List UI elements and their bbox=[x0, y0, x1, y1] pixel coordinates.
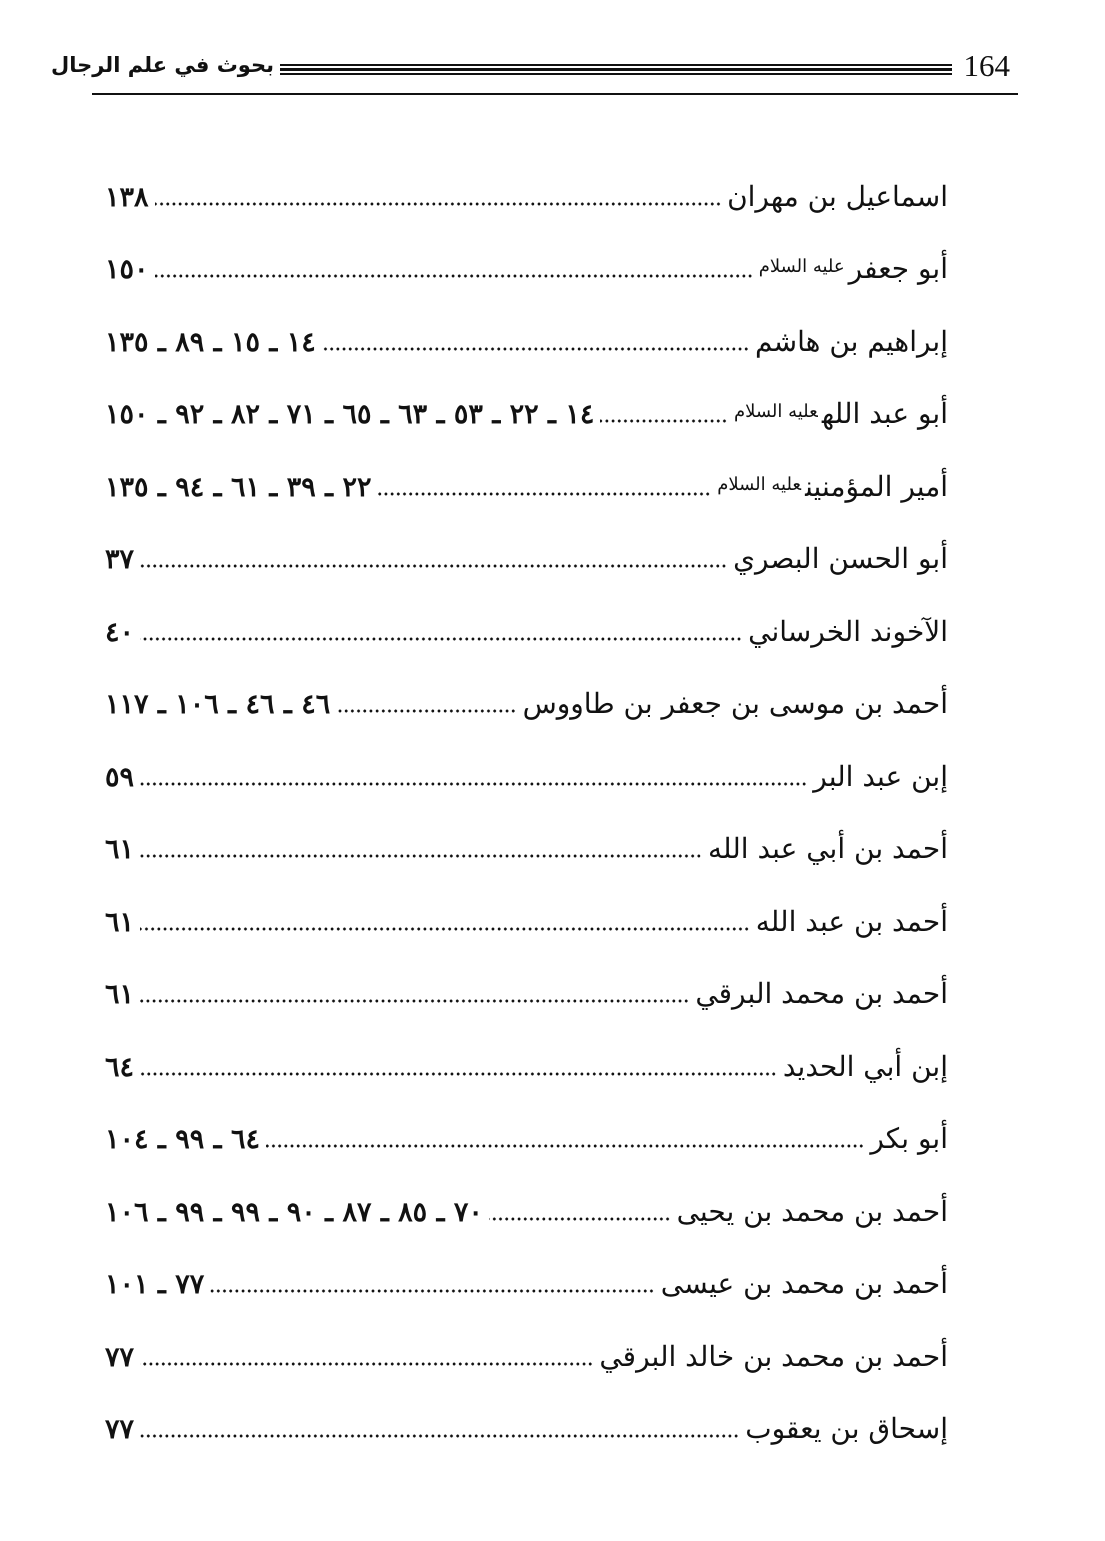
entry-name bbox=[599, 1340, 948, 1373]
header-underline bbox=[92, 93, 1018, 95]
entry-name bbox=[745, 1412, 948, 1445]
entry-page-numbers: ١٥٠ bbox=[105, 254, 149, 285]
entry-page-numbers: ٧٠ ـ ٨٥ ـ ٨٧ ـ ٩٠ ـ ٩٩ ـ ٩٩ ـ ١٠٦ bbox=[105, 1196, 483, 1228]
honorific-glyph: عليه السلام bbox=[733, 401, 818, 422]
entry-name bbox=[813, 760, 948, 793]
entry-name-text: أحمد بن أبي عبد الله bbox=[707, 832, 948, 865]
entry-name-text: أحمد بن محمد بن عيسى bbox=[660, 1267, 948, 1300]
entry-page-numbers: ٦١ bbox=[105, 906, 135, 938]
entry-name bbox=[677, 1195, 948, 1228]
index-entry bbox=[105, 948, 948, 1021]
entry-page-numbers: ٧٧ bbox=[105, 1414, 135, 1445]
entry-name-text: أحمد بن موسى بن جعفر بن طاووس bbox=[522, 687, 948, 720]
entry-page-numbers: ٦٤ ـ ٩٩ ـ ١٠٤ bbox=[105, 1124, 260, 1155]
dot-leader bbox=[322, 330, 749, 352]
entry-name-text: اسماعيل بن مهران bbox=[727, 179, 948, 213]
dot-leader bbox=[140, 910, 750, 932]
index-entry bbox=[105, 223, 948, 296]
entry-page-numbers: ١٣٨ bbox=[105, 181, 149, 213]
entry-page-numbers: ٥٩ bbox=[105, 761, 135, 793]
entry-name bbox=[734, 397, 948, 430]
entry-page-numbers: ١٤ ـ ٢٢ ـ ٥٣ ـ ٦٣ ـ ٦٥ ـ ٧١ ـ ٨٢ ـ ٩٢ ـ ١٥٠ bbox=[105, 399, 595, 430]
entry-name-text: أبو الحسن البصري bbox=[733, 542, 948, 575]
entry-page-numbers: ٦١ bbox=[105, 834, 135, 865]
entry-name-text: إبن عبد البر bbox=[813, 759, 948, 793]
page-header bbox=[51, 40, 1018, 102]
index-entry bbox=[105, 1238, 948, 1311]
entry-name bbox=[870, 1122, 948, 1155]
entry-name-text: أحمد بن محمد بن خالد البرقي bbox=[599, 1339, 948, 1373]
index-entry bbox=[105, 295, 948, 368]
entry-page-numbers: ٦١ bbox=[105, 979, 135, 1010]
entry-name-text: أمير المؤمنين bbox=[805, 469, 948, 503]
honorific-glyph: عليه السلام bbox=[717, 473, 802, 495]
dot-leader bbox=[140, 547, 727, 569]
honorific-glyph: عليه السلام bbox=[758, 256, 845, 277]
index-entry bbox=[105, 658, 948, 731]
entry-name bbox=[523, 687, 948, 720]
index-entry bbox=[105, 1383, 948, 1456]
entry-page-numbers: ٢٢ ـ ٣٩ ـ ٦١ ـ ٩٤ ـ ١٣٥ bbox=[105, 471, 372, 503]
dot-leader bbox=[266, 1127, 864, 1149]
index-entry bbox=[105, 368, 948, 441]
dot-leader bbox=[140, 620, 742, 642]
entry-page-numbers: ٤٠ bbox=[105, 616, 135, 648]
entry-name bbox=[756, 905, 948, 938]
index-entry bbox=[105, 150, 948, 223]
index-entry bbox=[105, 440, 948, 513]
dot-leader bbox=[600, 402, 728, 424]
index-entry bbox=[105, 1165, 948, 1238]
entry-name bbox=[708, 832, 948, 865]
entry-name bbox=[733, 542, 948, 575]
index-entry bbox=[105, 513, 948, 586]
entry-name-text: إبن أبي الحديد bbox=[782, 1049, 948, 1083]
dot-leader bbox=[155, 185, 722, 207]
index-entry bbox=[105, 1093, 948, 1166]
entry-name-text: أبو جعفر bbox=[848, 252, 948, 285]
dot-leader bbox=[155, 257, 753, 279]
entry-name-text: أحمد بن محمد البرقي bbox=[695, 977, 948, 1010]
dot-leader bbox=[489, 1200, 671, 1222]
entry-name-text: أبو عبد الله bbox=[821, 397, 948, 430]
entry-page-numbers: ٦٤ bbox=[105, 1051, 135, 1083]
entry-page-numbers: ٤٦ ـ ٤٦ ـ ١٠٦ ـ ١١٧ bbox=[105, 689, 331, 720]
entry-page-numbers: ٧٧ bbox=[105, 1341, 135, 1373]
entry-name-text: إبراهيم بن هاشم bbox=[755, 324, 948, 358]
dot-leader bbox=[140, 837, 702, 859]
book-title: بحوث في علم الرجال bbox=[51, 53, 274, 77]
header-rule-lines bbox=[280, 64, 952, 76]
entry-name bbox=[755, 325, 948, 358]
entry-name bbox=[783, 1050, 948, 1083]
index-entries-list bbox=[105, 150, 948, 1455]
entry-name-text: الآخوند الخرساني bbox=[748, 614, 948, 648]
index-entry bbox=[105, 585, 948, 658]
index-entry bbox=[105, 803, 948, 876]
dot-leader bbox=[140, 1417, 739, 1439]
dot-leader bbox=[210, 1272, 655, 1294]
entry-name bbox=[727, 180, 948, 213]
entry-name bbox=[661, 1267, 948, 1300]
entry-name-text: أحمد بن عبد الله bbox=[755, 904, 948, 938]
index-entry bbox=[105, 1020, 948, 1093]
index-entry bbox=[105, 875, 948, 948]
entry-page-numbers: ١٤ ـ ١٥ ـ ٨٩ ـ ١٣٥ bbox=[105, 326, 316, 358]
entry-name bbox=[759, 252, 948, 285]
index-entry bbox=[105, 730, 948, 803]
dot-leader bbox=[140, 765, 807, 787]
entry-name bbox=[748, 615, 948, 648]
dot-leader bbox=[140, 1055, 777, 1077]
dot-leader bbox=[140, 1345, 593, 1367]
entry-name-text: أبو بكر bbox=[870, 1122, 948, 1155]
dot-leader bbox=[377, 475, 711, 497]
dot-leader bbox=[140, 982, 689, 1004]
entry-name-text: أحمد بن محمد بن يحيى bbox=[676, 1194, 948, 1228]
index-entry bbox=[105, 1310, 948, 1383]
entry-name-text: إسحاق بن يعقوب bbox=[745, 1412, 948, 1445]
entry-page-numbers: ٣٧ bbox=[105, 544, 135, 575]
dot-leader bbox=[336, 692, 516, 714]
page-number: 164 bbox=[963, 48, 1010, 83]
entry-name bbox=[695, 977, 948, 1010]
entry-page-numbers: ٧٧ ـ ١٠١ bbox=[105, 1269, 205, 1300]
entry-name bbox=[717, 470, 948, 503]
